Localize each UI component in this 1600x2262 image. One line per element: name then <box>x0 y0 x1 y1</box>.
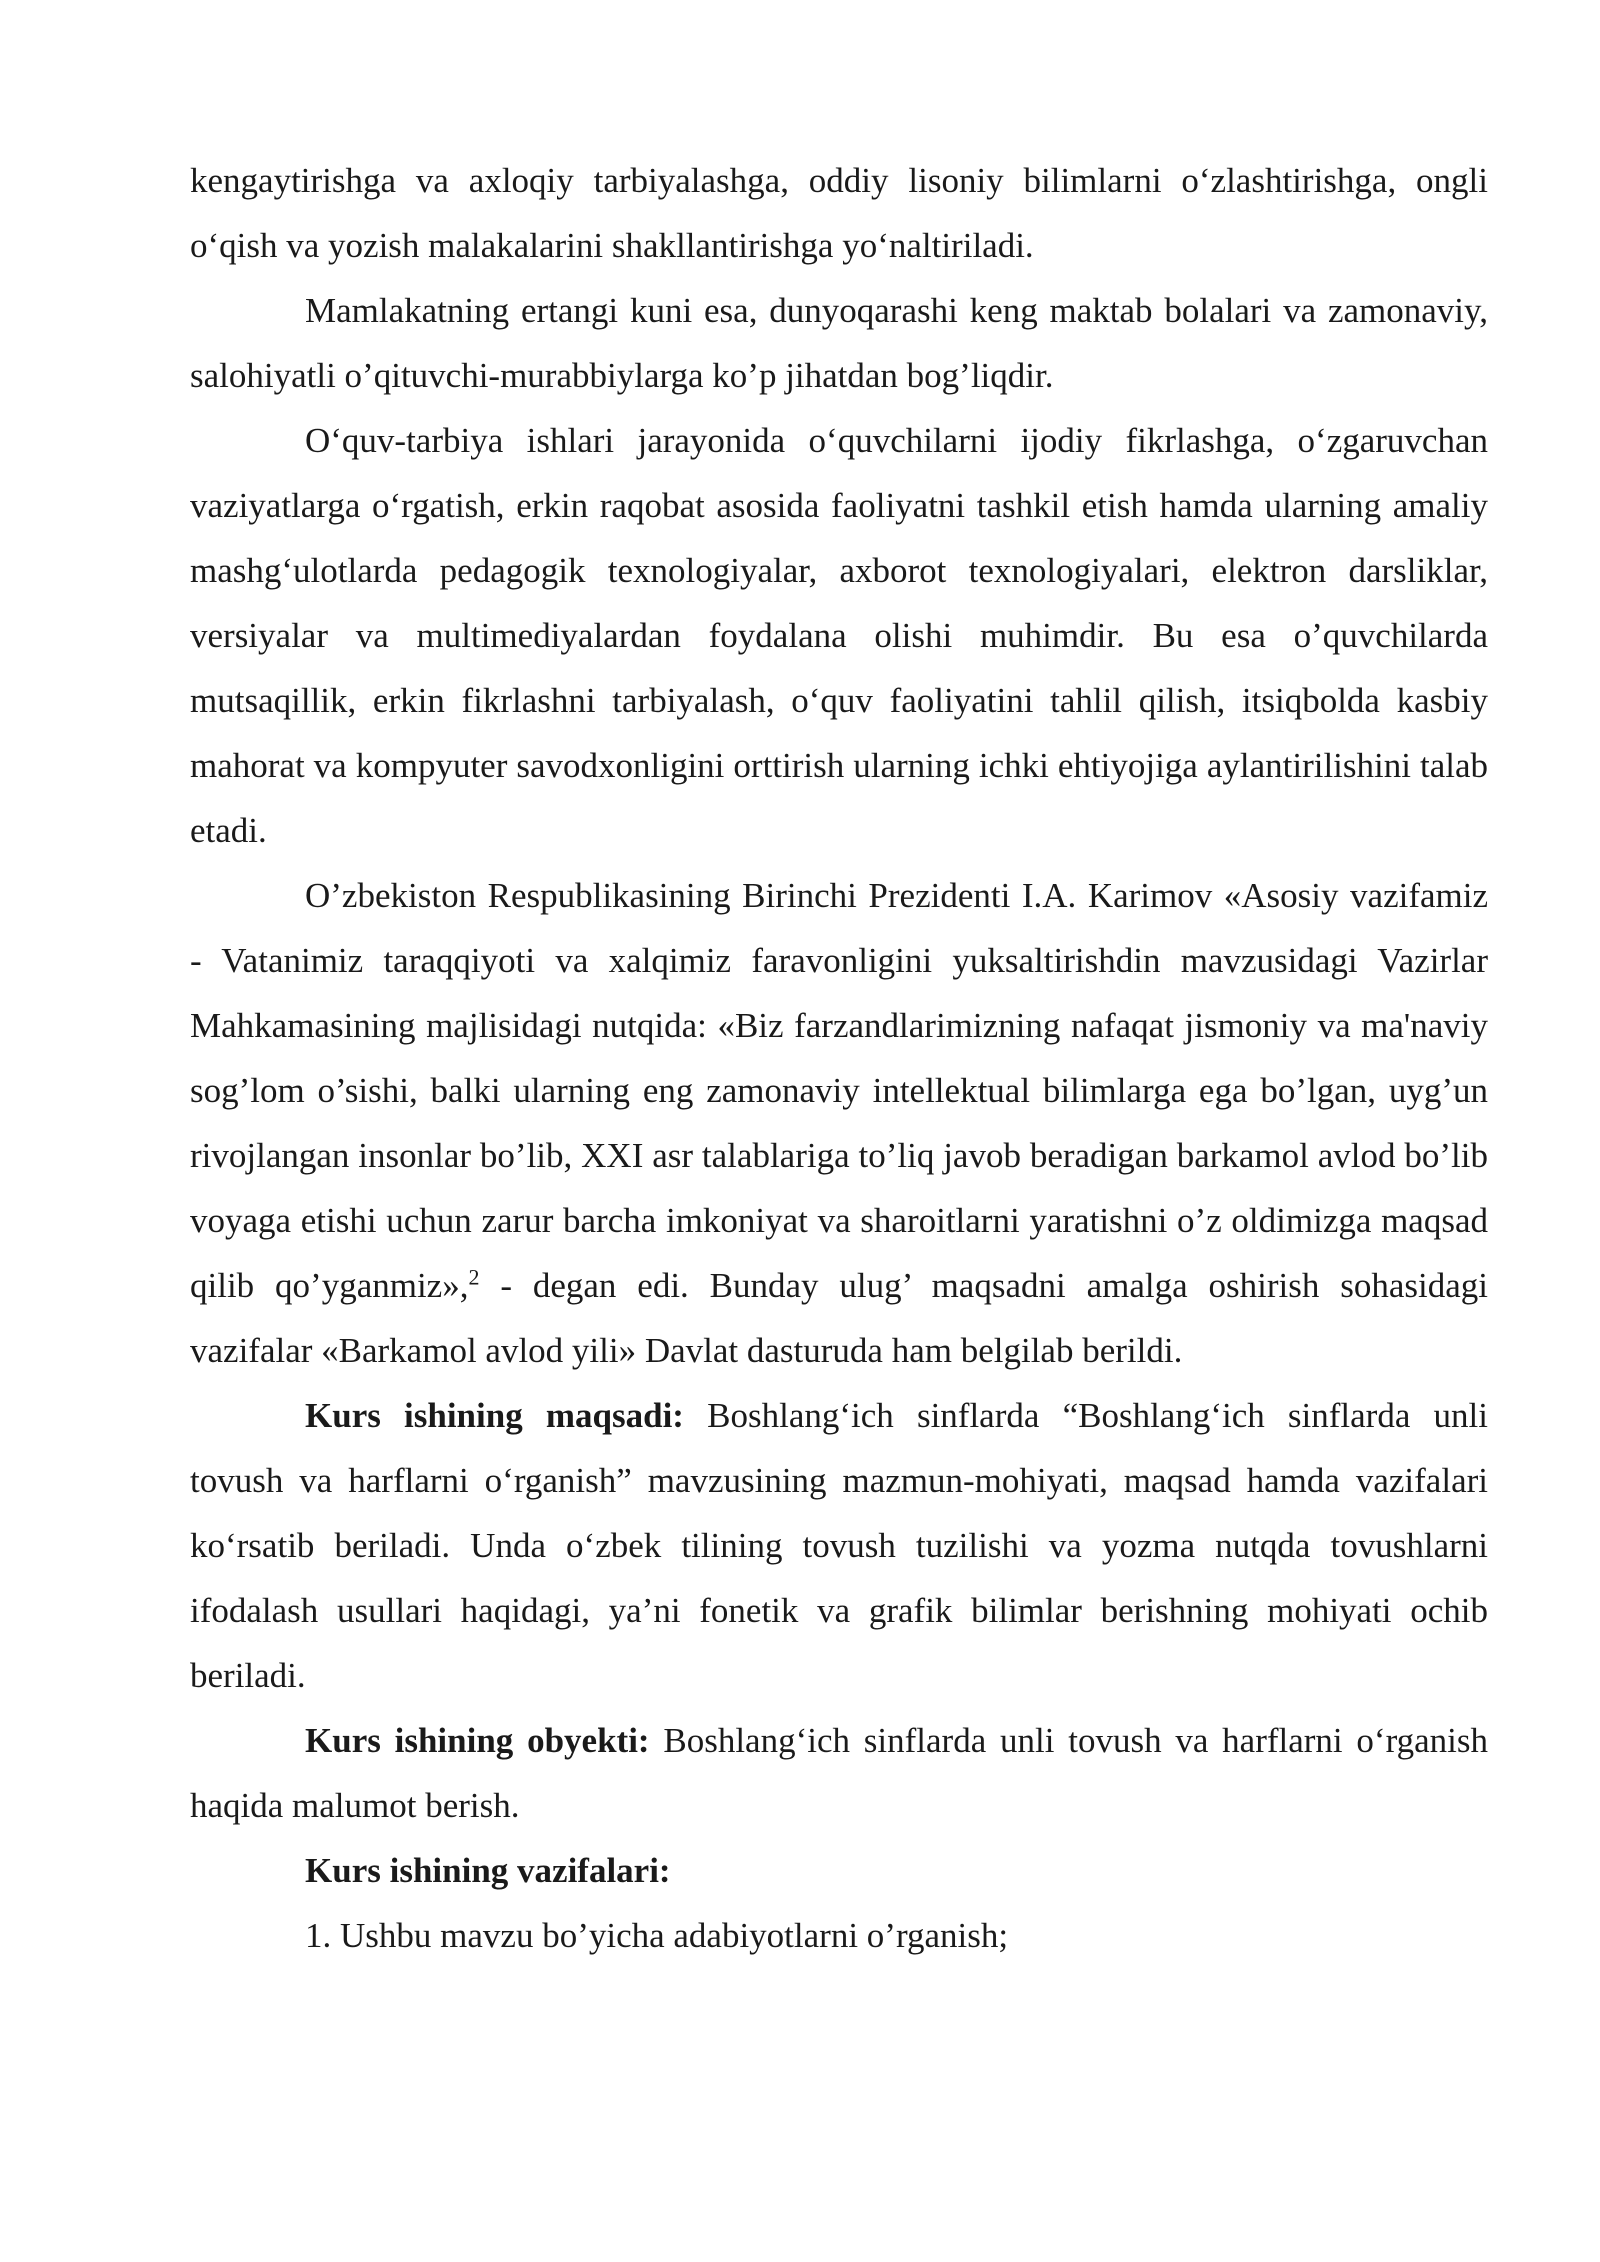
object-label: Kurs ishining obyekti: <box>305 1721 650 1760</box>
goal-text: Boshlang‘ich sinflarda “Boshlang‘ich sinflarda unli tovush va harflarni o‘rganish” mavzusining mazmun-mohiyati, maqsad hamda vazifalari ko‘rsatib beriladi. Unda o‘zbek tilining tovush tuzilishi va yozma nutqda tovushlarni ifodalash usullari haqidagi, ya’ni fonetik va grafik bilimlar berishning mohiyati ochib beriladi. <box>190 1396 1488 1695</box>
object-text: Boshlang‘ich sinflarda unli tovush va harflarni o‘rganish haqida malumot berish. <box>190 1721 1488 1825</box>
paragraph-education-process: O‘quv-tarbiya ishlari jarayonida o‘quvchilarni ijodiy fikrlashga, o‘zgaruvchan vaziyatlarga o‘rgatish, erkin raqobat asosida faoliyatni tashkil etish hamda ularning amaliy mashg‘ulotlarda pedagogik texnologiyalar, axborot texnologiyalari, elektron darsliklar, versiyalar va multimediyalardan foydalana olishi muhimdir. Bu esa o’quvchilarda mutsaqillik, erkin fikrlashni tarbiyalash, o‘quv faoliyatini tahlil qilish, itsiqbolda kasbiy mahorat va kompyuter savodxonligini orttirish ularning ichki ehtiyojiga aylantirilishini talab etadi. <box>190 421 1488 850</box>
paragraph-goal <box>190 1383 1488 1708</box>
quote-text: O’zbekiston Respublikasining Birinchi Prezidenti I.A. Karimov «Asosiy vazifamiz - Vatanimiz taraqqiyoti va xalqimiz faravonligini yuksaltirishdin mavzusidagi Vazirlar Mahkamasining majlisidagi nutqida: «Biz farzandlarimizning nafaqat jismoniy va ma'naviy sog’lom o’sishi, balki ularning eng zamonaviy intellektual bilimlarga ega bo’lgan, uyg’un rivojlangan insonlar bo’lib, XXI asr talablariga to’liq javob beradigan barkamol avlod bo’lib voyaga etishi uchun zarur barcha imkoniyat va sharoitlarni yaratishni o’z oldimizga maqsad qilib qo’yganmiz», <box>190 876 1488 1305</box>
paragraph-president-quote <box>190 863 1488 1383</box>
task-list-item-1: 1. Ushbu mavzu bo’yicha adabiyotlarni o’rganish; <box>305 1916 1009 1955</box>
quote-continuation: - degan edi. Bunday ulug’ maqsadni amalga oshirish sohasidagi vazifalar «Barkamol avlod yili» Davlat dasturuda ham belgilab berildi. <box>190 1266 1488 1370</box>
paragraph-intro: kengaytirishga va axloqiy tarbiyalashga, oddiy lisoniy bilimlarni o‘zlashtirishga, ongli o‘qish va yozish malakalarini shakllantirishga yo‘naltiriladi. <box>190 161 1488 265</box>
paragraph-tasks-heading <box>190 1838 1488 1903</box>
paragraph-object <box>190 1708 1488 1838</box>
tasks-label: Kurs ishining vazifalari: <box>305 1851 671 1890</box>
document-page <box>190 148 1488 1968</box>
goal-label: Kurs ishining maqsadi: <box>305 1396 684 1435</box>
footnote-marker: 2 <box>468 1264 480 1290</box>
paragraph-future: Mamlakatning ertangi kuni esa, dunyoqarashi keng maktab bolalari va zamonaviy, salohiyatli o’qituvchi-murabbiylarga ko’p jihatdan bog’liqdir. <box>190 291 1488 395</box>
